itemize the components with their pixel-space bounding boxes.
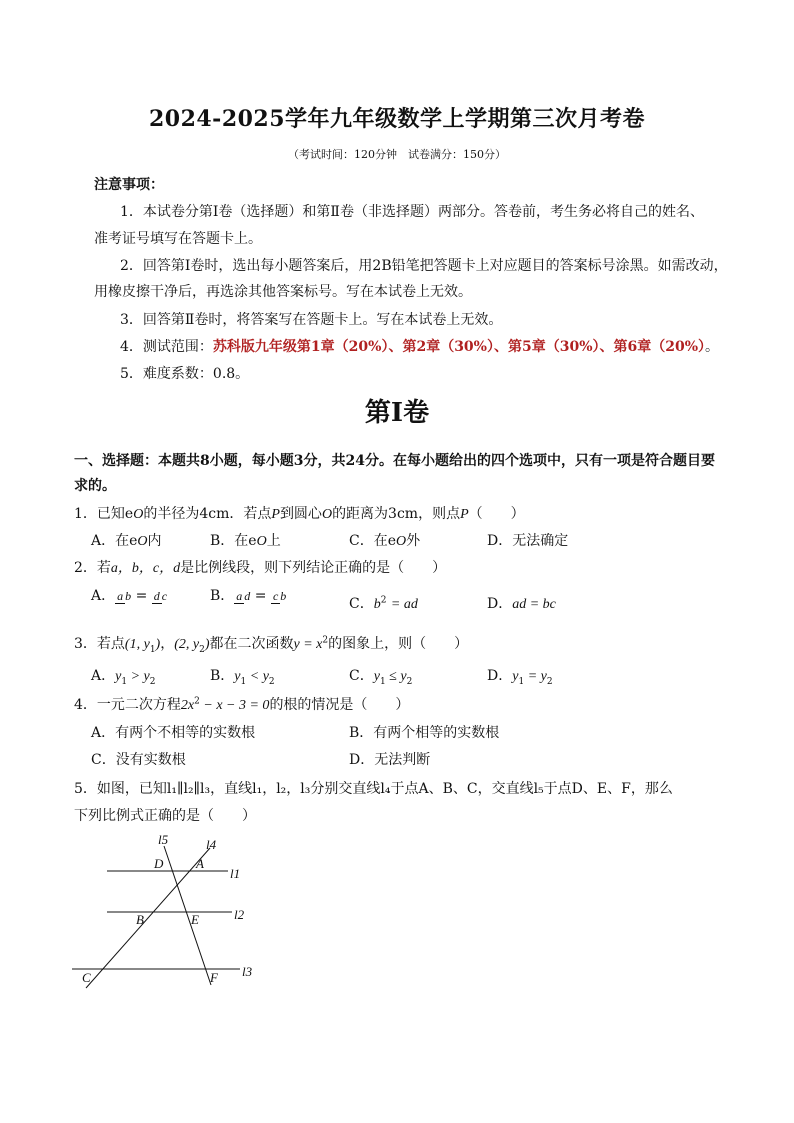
q4-option-b: B．有两个相等的实数根 (349, 725, 500, 741)
question-5-stem-line-1: 5．如图，已知l₁∥l₂∥l₃，直线l₁，l₂，l₃分别交直线l₄于点A、B、C，交直线l₅于点D、E、F，那么 (74, 781, 673, 797)
label-A: A (196, 856, 204, 871)
exam-title: 2024-2025学年九年级数学上学期第三次月考卷 (148, 106, 646, 132)
notice-item-1-line-1: 1．本试卷分第Ⅰ卷（选择题）和第Ⅱ卷（非选择题）两部分。答卷前，考生务必将自己的姓名、 (120, 204, 704, 220)
q2-option-c: C．$b^2$ = ad (349, 595, 418, 612)
var-O: O (133, 507, 144, 522)
q1-text-e: （ ） (468, 506, 525, 522)
notice-item-4-suffix: 。 (705, 339, 720, 355)
q4-option-d: D．无法判断 (349, 752, 431, 768)
q1-text-d: 的距离为3cm，则点 (332, 506, 461, 522)
question-4-stem: 4．一元二次方程$2x^2 - x - 3 = 0$的根的情况是（ ） (74, 696, 410, 713)
label-E: E (191, 912, 199, 927)
label-C: C (82, 970, 91, 985)
label-l4: l4 (206, 837, 217, 852)
var-P: P (460, 507, 469, 522)
notice-item-3: 3．回答第Ⅱ卷时，将答案写在答题卡上。写在本试卷上无效。 (120, 312, 503, 328)
var-O: O (321, 507, 333, 522)
label-l2: l2 (234, 907, 245, 922)
q1-option-d: D．无法确定 (487, 533, 569, 549)
label-l3: l3 (242, 964, 253, 979)
question-1-stem (74, 503, 525, 523)
q1-option-a: A．在eO内 (91, 533, 162, 549)
q1-text-b: 的半径为4cm．若点 (143, 506, 272, 522)
notice-item-4-prefix: 4．测试范围： (120, 339, 213, 355)
q1-option-c: C．在eO外 (349, 533, 421, 549)
volume-title: 第Ⅰ卷 (364, 398, 430, 428)
test-range: 苏科版九年级第1章（20%）、第2章（30%）、第5章（30%）、第6章（20%） (212, 339, 706, 355)
q2-option-a: A． a b = d c (91, 588, 168, 604)
section-heading (74, 450, 715, 470)
notice-item-4 (120, 336, 719, 356)
q3-option-d: D．$y_1 = y_2$ (487, 668, 553, 687)
q3-option-b: B．$y_1 < y_2$ (210, 668, 275, 687)
section-heading-rest: 在每小题给出的四个选项中，只有一项是符合题目要 (392, 453, 715, 469)
notice-item-1-line-2: 准考证号填写在答题卡上。 (94, 231, 262, 247)
q2-variables: a，b，c，d (110, 561, 181, 576)
q2-option-d: D．ad = bc (487, 596, 556, 612)
q4-option-a: A．有两个不相等的实数根 (91, 725, 256, 741)
q1-text-a: 1．已知 (74, 506, 125, 522)
question-3-stem: 3．若点(1, $y_1$)，(2, $y_2$)都在二次函数$y = x^2$的图象上，则（ ） (74, 635, 469, 655)
label-B: B (136, 912, 144, 927)
notice-heading: 注意事项： (94, 177, 164, 193)
section-heading-line-2: 求的。 (74, 478, 116, 494)
parallel-lines-figure (60, 830, 270, 1000)
notice-item-2-line-1: 2．回答第Ⅰ卷时，选出每小题答案后，用2B铅笔把答题卡上对应题目的答案标号涂黑。如需改动， (120, 258, 728, 274)
label-F: F (210, 970, 218, 985)
question-2-stem: 2．若a，b，c，d是比例线段，则下列结论正确的是（ ） (74, 560, 447, 576)
label-l1: l1 (230, 866, 241, 881)
circle-symbol: e (124, 506, 134, 522)
notice-item-5: 5．难度系数：0.8。 (120, 366, 250, 382)
q1-option-b: B．在eO上 (210, 533, 281, 549)
q4-option-c: C．没有实数根 (91, 752, 186, 768)
label-D: D (154, 856, 164, 871)
q3-option-c: C．$y_1 \le y_2$ (349, 668, 413, 687)
q1-text-c: 到圆心 (279, 506, 322, 522)
var-P: P (271, 507, 280, 522)
section-heading-bold: 一、选择题：本题共8小题，每小题3分，共24分。 (74, 453, 393, 469)
label-l5: l5 (158, 832, 169, 847)
question-5-stem-line-2: 下列比例式正确的是（ ） (74, 808, 256, 824)
q2-option-b: B． a d = c b (210, 588, 287, 604)
q3-option-a: A．$y_1 > y_2$ (91, 668, 156, 687)
exam-subtitle: （考试时间：120分钟 试卷满分：150分） (288, 148, 506, 161)
notice-item-2-line-2: 用橡皮擦干净后，再选涂其他答案标号。写在本试卷上无效。 (94, 284, 472, 300)
